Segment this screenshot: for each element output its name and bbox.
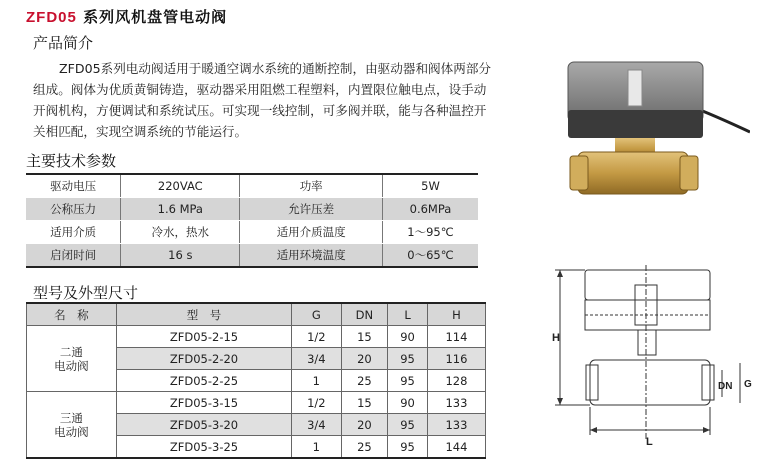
column-header: H xyxy=(427,303,485,326)
spec-label: 适用介质温度 xyxy=(240,221,383,244)
drawing-label-g: G xyxy=(744,379,752,390)
dimension-drawing xyxy=(540,265,755,465)
spec-row xyxy=(26,221,478,244)
title-text: 系列风机盘管电动阀 xyxy=(83,8,228,26)
spec-label: 适用介质 xyxy=(26,221,121,244)
valve-type-name: 二通 电动阀 xyxy=(27,326,117,392)
table-cell: ZFD05-2-25 xyxy=(116,370,291,392)
table-row xyxy=(27,392,486,414)
table-cell: 90 xyxy=(388,326,428,348)
table-cell: 133 xyxy=(427,414,485,436)
spec-value: 冷水，热水 xyxy=(121,221,240,244)
drawing-label-dn: DN xyxy=(718,381,733,392)
page-title xyxy=(26,6,227,27)
intro-heading: 产品简介 xyxy=(33,34,94,52)
table-cell: 1 xyxy=(292,436,341,459)
table-cell: 1/2 xyxy=(292,326,341,348)
table-cell: ZFD05-3-15 xyxy=(116,392,291,414)
table-cell: 95 xyxy=(388,370,428,392)
table-cell: 1 xyxy=(292,370,341,392)
specs-heading: 主要技术参数 xyxy=(26,152,117,170)
valve-photo xyxy=(560,40,750,210)
spec-value: 1.6 MPa xyxy=(121,198,240,221)
table-cell: 116 xyxy=(427,348,485,370)
table-row xyxy=(27,326,486,348)
table-cell: 15 xyxy=(341,392,388,414)
dimensions-table xyxy=(26,302,486,459)
spec-row xyxy=(26,198,478,221)
table-cell: ZFD05-2-15 xyxy=(116,326,291,348)
spec-label: 功率 xyxy=(240,174,383,198)
table-cell: 25 xyxy=(341,370,388,392)
valve-type-name: 三通 电动阀 xyxy=(27,392,117,459)
dimensions-heading: 型号及外型尺寸 xyxy=(33,284,139,302)
spec-value: 220VAC xyxy=(121,174,240,198)
column-header: G xyxy=(292,303,341,326)
table-cell: 1/2 xyxy=(292,392,341,414)
specs-table xyxy=(26,173,478,268)
table-cell: 133 xyxy=(427,392,485,414)
column-header: DN xyxy=(341,303,388,326)
spec-value: 5W xyxy=(382,174,478,198)
column-header: 型 号 xyxy=(116,303,291,326)
spec-row xyxy=(26,174,478,198)
model-name: ZFD05 xyxy=(26,9,77,26)
table-cell: 95 xyxy=(388,414,428,436)
column-header: 名 称 xyxy=(27,303,117,326)
spec-label: 适用环境温度 xyxy=(240,244,383,268)
spec-value: 0.6MPa xyxy=(382,198,478,221)
intro-paragraph: ZFD05系列电动阀适用于暖通空调水系统的通断控制，由驱动器和阀体两部分组成。阀体为优质黄铜铸造，驱动器采用阻燃工程塑料，内置限位触电点，设手动开阀机构，方便调试和系统试压。可实现一线控制，可多阀并联，能与各种温控开关相匹配，实现空调系统的节能运行。 xyxy=(33,61,492,139)
table-cell: ZFD05-3-20 xyxy=(116,414,291,436)
spec-value: 16 s xyxy=(121,244,240,268)
drawing-label-l: L xyxy=(646,436,653,448)
table-cell: 15 xyxy=(341,326,388,348)
table-cell: 3/4 xyxy=(292,414,341,436)
table-cell: 20 xyxy=(341,348,388,370)
dimensions-header-row xyxy=(27,303,486,326)
table-cell: ZFD05-2-20 xyxy=(116,348,291,370)
spec-label: 启闭时间 xyxy=(26,244,121,268)
table-cell: 128 xyxy=(427,370,485,392)
spec-label: 驱动电压 xyxy=(26,174,121,198)
table-cell: 20 xyxy=(341,414,388,436)
spec-value: 0～65℃ xyxy=(382,244,478,268)
spec-label: 允许压差 xyxy=(240,198,383,221)
column-header: L xyxy=(388,303,428,326)
table-cell: 25 xyxy=(341,436,388,459)
table-cell: 95 xyxy=(388,436,428,459)
table-cell: ZFD05-3-25 xyxy=(116,436,291,459)
table-cell: 144 xyxy=(427,436,485,459)
spec-label: 公称压力 xyxy=(26,198,121,221)
table-cell: 95 xyxy=(388,348,428,370)
table-cell: 114 xyxy=(427,326,485,348)
table-cell: 3/4 xyxy=(292,348,341,370)
drawing-label-h: H xyxy=(552,332,560,344)
spec-value: 1～95℃ xyxy=(382,221,478,244)
spec-row xyxy=(26,244,478,268)
table-cell: 90 xyxy=(388,392,428,414)
